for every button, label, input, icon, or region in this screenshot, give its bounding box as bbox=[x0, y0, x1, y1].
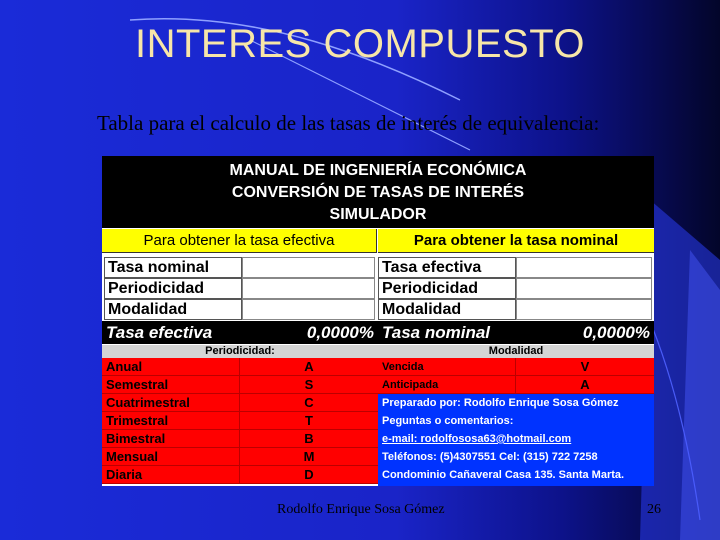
tasa-nominal-input[interactable] bbox=[242, 257, 375, 278]
periodicidad-code: T bbox=[239, 412, 378, 430]
sheet-header-line-1: MANUAL DE INGENIERÍA ECONÓMICA bbox=[229, 162, 527, 179]
left-input-label-modalidad: Modalidad bbox=[104, 299, 242, 320]
credits-line-author: Preparado por: Rodolfo Enrique Sosa Gómez bbox=[378, 394, 654, 412]
modalidad-heading: Modalidad bbox=[378, 345, 654, 358]
left-result-label: Tasa efectiva bbox=[106, 323, 213, 342]
slide-title: INTERES COMPUESTO bbox=[134, 22, 586, 66]
right-result-value: 0,0000% bbox=[582, 323, 650, 342]
periodicidad-label: Diaria bbox=[102, 466, 239, 484]
tasa-efectiva-input[interactable] bbox=[516, 257, 652, 278]
right-input-label-periodicidad: Periodicidad bbox=[378, 278, 516, 299]
modalidad-label: Anticipada bbox=[378, 376, 515, 394]
periodicidad-label: Mensual bbox=[102, 448, 239, 466]
modalidad-code: A bbox=[515, 376, 654, 394]
right-input-label-tasa-efectiva: Tasa efectiva bbox=[378, 257, 516, 278]
credits-line-questions: Peguntas o comentarios: bbox=[378, 412, 654, 430]
left-result-value: 0,0000% bbox=[306, 323, 374, 342]
page-number: 26 bbox=[647, 502, 661, 517]
left-input-label-periodicidad: Periodicidad bbox=[104, 278, 242, 299]
left-result-row bbox=[102, 321, 378, 344]
right-result-label: Tasa nominal bbox=[382, 323, 491, 342]
periodicidad-code: C bbox=[239, 394, 378, 412]
periodicidad-code: B bbox=[239, 430, 378, 448]
left-periodicidad-input[interactable] bbox=[242, 278, 375, 299]
periodicidad-label: Semestral bbox=[102, 376, 239, 394]
slide-subtitle: Tabla para el calculo de las tasas de interés de equivalencia: bbox=[97, 111, 600, 135]
right-result-row bbox=[378, 321, 654, 344]
right-input-label-modalidad: Modalidad bbox=[378, 299, 516, 320]
periodicidad-code: M bbox=[239, 448, 378, 466]
sheet-header bbox=[102, 156, 654, 228]
credits-line-phones: Teléfonos: (5)4307551 Cel: (315) 722 7258 bbox=[378, 448, 654, 466]
left-heading: Para obtener la tasa efectiva bbox=[102, 229, 377, 253]
right-periodicidad-input[interactable] bbox=[516, 278, 652, 299]
periodicidad-heading: Periodicidad: bbox=[102, 345, 378, 358]
periodicidad-code: S bbox=[239, 376, 378, 394]
left-input-label-tasa-nominal: Tasa nominal bbox=[104, 257, 242, 278]
periodicidad-label: Cuatrimestral bbox=[102, 394, 239, 412]
sheet-header-line-2: CONVERSIÓN DE TASAS DE INTERÉS bbox=[231, 184, 525, 201]
periodicidad-code: A bbox=[239, 358, 378, 376]
left-modalidad-input[interactable] bbox=[242, 299, 375, 320]
spreadsheet-simulator bbox=[102, 156, 654, 486]
sheet-header-line-3: SIMULADOR bbox=[329, 206, 427, 223]
periodicidad-label: Anual bbox=[102, 358, 239, 376]
periodicidad-code: D bbox=[239, 466, 378, 484]
periodicidad-label: Bimestral bbox=[102, 430, 239, 448]
modalidad-label: Vencida bbox=[378, 358, 515, 376]
modalidad-code: V bbox=[515, 358, 654, 376]
footer-author: Rodolfo Enrique Sosa Gómez bbox=[277, 502, 445, 517]
credits-line-address: Condominio Cañaveral Casa 135. Santa Marta. bbox=[378, 466, 654, 486]
right-heading: Para obtener la tasa nominal bbox=[378, 229, 654, 253]
right-modalidad-input[interactable] bbox=[516, 299, 652, 320]
credits-email-link[interactable]: e-mail: rodolfososa63@hotmail.com bbox=[378, 430, 654, 448]
periodicidad-label: Trimestral bbox=[102, 412, 239, 430]
